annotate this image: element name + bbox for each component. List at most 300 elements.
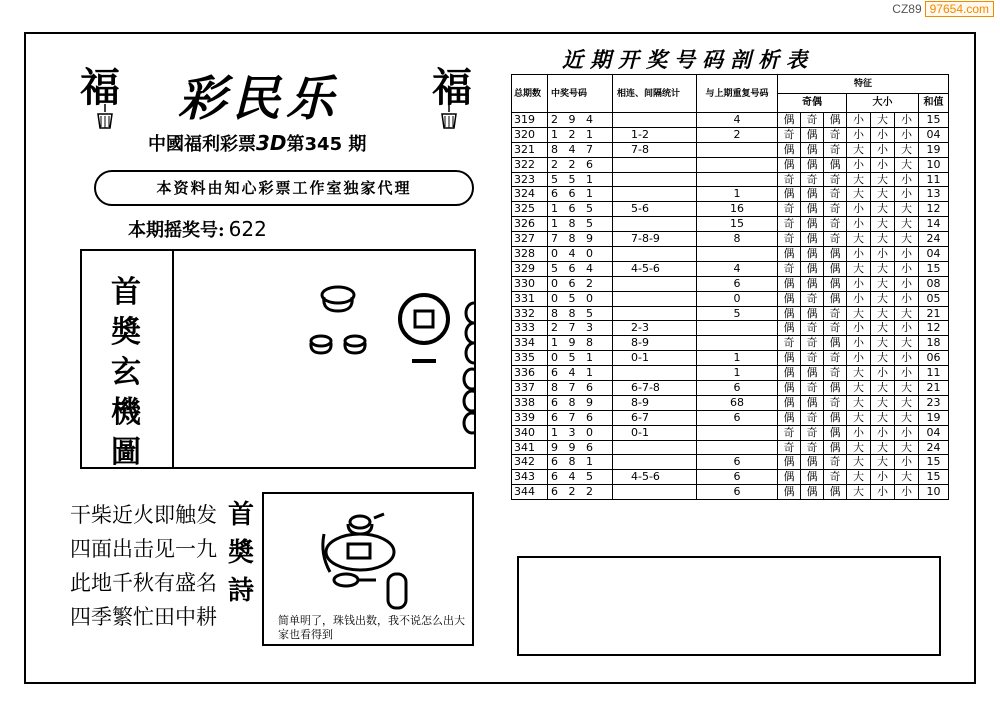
- cell-size: 小: [895, 455, 919, 470]
- cell-link: 1-2: [613, 127, 697, 142]
- cell-digits: 1 9 8: [548, 336, 613, 351]
- cell-parity: 偶: [778, 187, 801, 202]
- cell-parity: 偶: [778, 291, 801, 306]
- cell-parity: 偶: [824, 157, 847, 172]
- cell-size: 小: [847, 291, 871, 306]
- cell-repeat: 15: [697, 217, 778, 232]
- cell-sum: 11: [919, 172, 949, 187]
- table-row: [512, 142, 949, 157]
- cell-repeat: 5: [697, 306, 778, 321]
- cell-sum: 04: [919, 425, 949, 440]
- cell-sum: 06: [919, 351, 949, 366]
- cell-size: 小: [895, 187, 919, 202]
- table-row: [512, 291, 949, 306]
- cell-parity: 偶: [801, 187, 824, 202]
- cell-sum: 11: [919, 366, 949, 381]
- cell-parity: 偶: [801, 261, 824, 276]
- table-row: [512, 395, 949, 410]
- cell-digits: 7 8 9: [548, 232, 613, 247]
- cell-parity: 奇: [801, 172, 824, 187]
- cell-size: 大: [847, 381, 871, 396]
- cell-parity: 奇: [824, 187, 847, 202]
- table-row: [512, 261, 949, 276]
- cell-issue: 344: [512, 485, 548, 500]
- cell-parity: 偶: [801, 276, 824, 291]
- cell-size: 大: [847, 455, 871, 470]
- brand-title: 彩民乐: [178, 71, 341, 127]
- cell-digits: 1 6 5: [548, 202, 613, 217]
- cell-parity: 奇: [824, 351, 847, 366]
- cell-size: 小: [847, 351, 871, 366]
- cell-size: 大: [895, 470, 919, 485]
- poem-picture-box: [262, 492, 474, 646]
- cell-sum: 23: [919, 395, 949, 410]
- table-row: [512, 113, 949, 128]
- cell-parity: 偶: [778, 351, 801, 366]
- table-row: [512, 172, 949, 187]
- cell-size: 小: [871, 247, 895, 262]
- cell-issue: 329: [512, 261, 548, 276]
- cell-size: 大: [895, 336, 919, 351]
- cell-size: 大: [871, 202, 895, 217]
- cell-parity: 奇: [801, 440, 824, 455]
- cell-parity: 奇: [801, 291, 824, 306]
- cell-issue: 324: [512, 187, 548, 202]
- mechanism-panel: [80, 249, 476, 469]
- cell-parity: 偶: [778, 470, 801, 485]
- cell-parity: 奇: [778, 172, 801, 187]
- table-body: [512, 113, 949, 500]
- col-sum-header: 和值: [919, 94, 949, 113]
- cell-link: [613, 113, 697, 128]
- cell-sum: 18: [919, 336, 949, 351]
- cell-parity: 偶: [801, 366, 824, 381]
- cell-repeat: 8: [697, 232, 778, 247]
- col-issue-header: 总期数: [512, 75, 548, 113]
- cell-size: 小: [847, 127, 871, 142]
- table-row: [512, 247, 949, 262]
- mechanism-drawing: [174, 251, 474, 467]
- cell-repeat: 1: [697, 366, 778, 381]
- cell-repeat: [697, 142, 778, 157]
- cell-issue: 341: [512, 440, 548, 455]
- poem-lines: [70, 498, 217, 634]
- cell-link: [613, 440, 697, 455]
- cell-size: 小: [847, 202, 871, 217]
- cell-parity: 偶: [824, 336, 847, 351]
- col-repeat-header: 与上期重复号码: [697, 75, 778, 113]
- poem-line: 四面出击见一九: [70, 537, 217, 561]
- cell-size: 大: [871, 381, 895, 396]
- draw-number: 622: [228, 217, 267, 241]
- cell-size: 大: [847, 142, 871, 157]
- cell-size: 大: [895, 440, 919, 455]
- cell-link: [613, 187, 697, 202]
- cell-link: [613, 485, 697, 500]
- cell-parity: 偶: [824, 261, 847, 276]
- cell-size: 小: [895, 485, 919, 500]
- table-row: [512, 440, 949, 455]
- cell-digits: 5 6 4: [548, 261, 613, 276]
- cell-size: 大: [847, 410, 871, 425]
- cell-parity: 偶: [824, 247, 847, 262]
- cell-issue: 320: [512, 127, 548, 142]
- fu-character-left: 福: [80, 64, 120, 111]
- cell-sum: 10: [919, 485, 949, 500]
- col-digits-header: 中奖号码: [548, 75, 613, 113]
- cell-digits: 6 6 1: [548, 187, 613, 202]
- cell-issue: 330: [512, 276, 548, 291]
- cell-parity: 偶: [824, 276, 847, 291]
- cell-size: 小: [895, 172, 919, 187]
- cell-issue: 340: [512, 425, 548, 440]
- cell-link: [613, 291, 697, 306]
- cell-sum: 10: [919, 157, 949, 172]
- table-row: [512, 306, 949, 321]
- cell-sum: 12: [919, 321, 949, 336]
- cell-sum: 12: [919, 202, 949, 217]
- cell-parity: 偶: [801, 232, 824, 247]
- cell-parity: 奇: [824, 232, 847, 247]
- cell-parity: 奇: [824, 366, 847, 381]
- cell-parity: 奇: [824, 217, 847, 232]
- cell-sum: 19: [919, 142, 949, 157]
- cell-issue: 335: [512, 351, 548, 366]
- cell-size: 小: [847, 336, 871, 351]
- cell-parity: 奇: [824, 470, 847, 485]
- cell-issue: 322: [512, 157, 548, 172]
- cell-size: 大: [847, 306, 871, 321]
- cell-digits: 8 4 7: [548, 142, 613, 157]
- cell-size: 大: [847, 187, 871, 202]
- cell-digits: 9 9 6: [548, 440, 613, 455]
- cell-size: 小: [871, 366, 895, 381]
- cell-issue: 331: [512, 291, 548, 306]
- table-row: [512, 187, 949, 202]
- cell-link: 4-5-6: [613, 261, 697, 276]
- cell-repeat: 68: [697, 395, 778, 410]
- cell-digits: 2 7 3: [548, 321, 613, 336]
- cell-parity: 偶: [801, 247, 824, 262]
- cell-parity: 奇: [778, 261, 801, 276]
- cell-digits: 1 2 1: [548, 127, 613, 142]
- cell-parity: 偶: [824, 113, 847, 128]
- cell-size: 小: [871, 127, 895, 142]
- cell-parity: 奇: [824, 455, 847, 470]
- table-row: [512, 217, 949, 232]
- cell-parity: 偶: [824, 410, 847, 425]
- cell-digits: 2 9 4: [548, 113, 613, 128]
- cell-size: 小: [895, 247, 919, 262]
- poem-line: 干柴近火即触发: [70, 503, 217, 527]
- cell-digits: 0 6 2: [548, 276, 613, 291]
- cell-size: 小: [847, 276, 871, 291]
- cell-parity: 奇: [778, 202, 801, 217]
- cell-size: 大: [895, 395, 919, 410]
- cell-link: [613, 157, 697, 172]
- cell-parity: 奇: [801, 336, 824, 351]
- cell-size: 大: [895, 217, 919, 232]
- cell-repeat: 6: [697, 485, 778, 500]
- cell-parity: 偶: [801, 395, 824, 410]
- cell-size: 大: [895, 306, 919, 321]
- cell-size: 大: [895, 410, 919, 425]
- cell-repeat: 16: [697, 202, 778, 217]
- cell-issue: 319: [512, 113, 548, 128]
- cell-sum: 21: [919, 306, 949, 321]
- cell-link: [613, 455, 697, 470]
- cell-size: 小: [895, 127, 919, 142]
- table-row: [512, 336, 949, 351]
- cell-issue: 326: [512, 217, 548, 232]
- cell-link: 5-6: [613, 202, 697, 217]
- cell-size: 大: [871, 306, 895, 321]
- cell-link: 8-9: [613, 395, 697, 410]
- cell-size: 大: [871, 395, 895, 410]
- cell-size: 小: [871, 470, 895, 485]
- cell-sum: 14: [919, 217, 949, 232]
- cell-sum: 04: [919, 247, 949, 262]
- cell-size: 大: [847, 172, 871, 187]
- cell-link: 7-8: [613, 142, 697, 157]
- table-row: [512, 321, 949, 336]
- cell-digits: 6 8 9: [548, 395, 613, 410]
- cell-size: 大: [871, 217, 895, 232]
- table-row: [512, 202, 949, 217]
- cell-repeat: [697, 440, 778, 455]
- cell-sum: 24: [919, 232, 949, 247]
- cell-size: 小: [847, 425, 871, 440]
- cell-repeat: [697, 321, 778, 336]
- cell-parity: 偶: [801, 217, 824, 232]
- cell-issue: 327: [512, 232, 548, 247]
- cell-size: 小: [871, 157, 895, 172]
- cell-digits: 2 2 6: [548, 157, 613, 172]
- cell-parity: 奇: [778, 217, 801, 232]
- cell-parity: 偶: [778, 321, 801, 336]
- cell-digits: 8 8 5: [548, 306, 613, 321]
- cell-size: 小: [895, 425, 919, 440]
- cell-digits: 0 5 1: [548, 351, 613, 366]
- cell-parity: 偶: [824, 440, 847, 455]
- table-row: [512, 410, 949, 425]
- table-row: [512, 470, 949, 485]
- cell-size: 小: [847, 157, 871, 172]
- cell-size: 大: [871, 113, 895, 128]
- cell-repeat: [697, 247, 778, 262]
- cell-parity: 偶: [778, 276, 801, 291]
- col-size-header: 大小: [847, 94, 919, 113]
- cell-parity: 奇: [824, 321, 847, 336]
- cell-size: 大: [895, 202, 919, 217]
- cell-parity: 偶: [801, 142, 824, 157]
- table-row: [512, 127, 949, 142]
- cell-parity: 偶: [824, 485, 847, 500]
- cell-link: 4-5-6: [613, 470, 697, 485]
- table-row: [512, 232, 949, 247]
- cell-size: 大: [847, 232, 871, 247]
- cell-parity: 偶: [824, 381, 847, 396]
- cell-parity: 奇: [778, 232, 801, 247]
- cell-issue: 323: [512, 172, 548, 187]
- cell-size: 大: [895, 157, 919, 172]
- cell-size: 大: [871, 440, 895, 455]
- cell-size: 小: [895, 321, 919, 336]
- table-row: [512, 157, 949, 172]
- cell-size: 大: [871, 336, 895, 351]
- cell-digits: 1 3 0: [548, 425, 613, 440]
- cell-size: 大: [871, 276, 895, 291]
- cell-parity: 奇: [801, 113, 824, 128]
- cell-issue: 325: [512, 202, 548, 217]
- cell-sum: 04: [919, 127, 949, 142]
- cell-parity: 偶: [778, 366, 801, 381]
- cell-issue: 332: [512, 306, 548, 321]
- cell-parity: 奇: [824, 172, 847, 187]
- cell-link: 2-3: [613, 321, 697, 336]
- cell-parity: 奇: [824, 142, 847, 157]
- cell-link: 6-7: [613, 410, 697, 425]
- cell-link: 0-1: [613, 425, 697, 440]
- table-row: [512, 485, 949, 500]
- draw-number-line: 本期摇奖号: 622: [128, 217, 267, 241]
- cell-link: 7-8-9: [613, 232, 697, 247]
- cell-repeat: 6: [697, 410, 778, 425]
- cell-digits: 5 5 1: [548, 172, 613, 187]
- cell-issue: 334: [512, 336, 548, 351]
- cell-parity: 偶: [824, 425, 847, 440]
- cell-repeat: 6: [697, 381, 778, 396]
- cell-parity: 偶: [778, 485, 801, 500]
- cell-parity: 奇: [824, 202, 847, 217]
- cell-sum: 05: [919, 291, 949, 306]
- cell-repeat: 6: [697, 455, 778, 470]
- cell-sum: 15: [919, 113, 949, 128]
- cell-issue: 328: [512, 247, 548, 262]
- cell-repeat: 6: [697, 276, 778, 291]
- cell-parity: 偶: [801, 157, 824, 172]
- cell-sum: 24: [919, 440, 949, 455]
- cell-issue: 337: [512, 381, 548, 396]
- cell-parity: 偶: [778, 395, 801, 410]
- cell-parity: 奇: [824, 306, 847, 321]
- cell-size: 小: [871, 425, 895, 440]
- cell-parity: 偶: [801, 202, 824, 217]
- cell-size: 小: [895, 113, 919, 128]
- cell-link: [613, 306, 697, 321]
- cell-size: 大: [895, 232, 919, 247]
- cell-parity: 偶: [778, 410, 801, 425]
- fu-character-right: 福: [432, 64, 472, 111]
- agency-banner: 本资料由知心彩票工作室独家代理: [94, 170, 474, 206]
- poem-title: 首奬詩: [227, 500, 254, 606]
- tassel-right-icon: [436, 104, 462, 130]
- cell-issue: 333: [512, 321, 548, 336]
- cell-parity: 偶: [778, 113, 801, 128]
- issue-line: 中國福利彩票3D第345 期: [148, 131, 367, 155]
- cell-repeat: [697, 172, 778, 187]
- cell-size: 大: [847, 366, 871, 381]
- cell-size: 小: [871, 485, 895, 500]
- cell-size: 小: [895, 366, 919, 381]
- cell-parity: 偶: [778, 455, 801, 470]
- cell-size: 大: [847, 261, 871, 276]
- cell-sum: 08: [919, 276, 949, 291]
- watermark-site[interactable]: 97654.com: [925, 1, 994, 17]
- table-row: [512, 351, 949, 366]
- cell-issue: 321: [512, 142, 548, 157]
- cell-repeat: [697, 336, 778, 351]
- cell-parity: 偶: [801, 455, 824, 470]
- cell-digits: 6 2 2: [548, 485, 613, 500]
- cell-parity: 偶: [801, 127, 824, 142]
- cell-repeat: 1: [697, 187, 778, 202]
- cell-size: 小: [847, 113, 871, 128]
- cell-link: [613, 247, 697, 262]
- cell-link: [613, 217, 697, 232]
- cell-digits: 1 8 5: [548, 217, 613, 232]
- cell-sum: 15: [919, 470, 949, 485]
- cell-link: 8-9: [613, 336, 697, 351]
- cell-digits: 0 4 0: [548, 247, 613, 262]
- cell-size: 大: [871, 261, 895, 276]
- cell-parity: 奇: [801, 321, 824, 336]
- cell-parity: 奇: [778, 425, 801, 440]
- mechanism-title: 首奬玄機圖: [111, 275, 141, 470]
- cell-sum: 19: [919, 410, 949, 425]
- cell-size: 小: [895, 291, 919, 306]
- table-row: [512, 366, 949, 381]
- poem-line: 四季繁忙田中耕: [70, 605, 217, 629]
- cell-issue: 342: [512, 455, 548, 470]
- cell-repeat: 2: [697, 127, 778, 142]
- cell-size: 小: [847, 321, 871, 336]
- cell-size: 大: [871, 187, 895, 202]
- cell-parity: 偶: [778, 306, 801, 321]
- cell-repeat: 6: [697, 470, 778, 485]
- cell-digits: 6 4 1: [548, 366, 613, 381]
- cell-size: 大: [847, 485, 871, 500]
- table-title: 近期开奖号码剖析表: [562, 47, 814, 72]
- feature-header: 特征: [778, 75, 949, 94]
- cell-parity: 偶: [778, 247, 801, 262]
- cell-size: 小: [871, 142, 895, 157]
- cell-parity: 偶: [778, 381, 801, 396]
- cell-parity: 奇: [801, 425, 824, 440]
- cell-parity: 奇: [801, 410, 824, 425]
- cell-size: 大: [847, 440, 871, 455]
- cell-size: 大: [847, 470, 871, 485]
- notes-box: [517, 556, 941, 656]
- cell-size: 大: [871, 351, 895, 366]
- table-row: [512, 381, 949, 396]
- cell-size: 小: [895, 261, 919, 276]
- cell-parity: 奇: [801, 381, 824, 396]
- cell-size: 小: [895, 351, 919, 366]
- cell-digits: 6 7 6: [548, 410, 613, 425]
- cell-digits: 0 5 0: [548, 291, 613, 306]
- cell-sum: 15: [919, 455, 949, 470]
- table-row: [512, 455, 949, 470]
- issue-number: 345: [304, 134, 343, 155]
- cell-issue: 339: [512, 410, 548, 425]
- cell-parity: 偶: [801, 306, 824, 321]
- cell-sum: 15: [919, 261, 949, 276]
- cell-parity: 奇: [801, 351, 824, 366]
- cell-link: 6-7-8: [613, 381, 697, 396]
- cell-parity: 偶: [801, 485, 824, 500]
- watermark-prefix: CZ89: [892, 2, 922, 16]
